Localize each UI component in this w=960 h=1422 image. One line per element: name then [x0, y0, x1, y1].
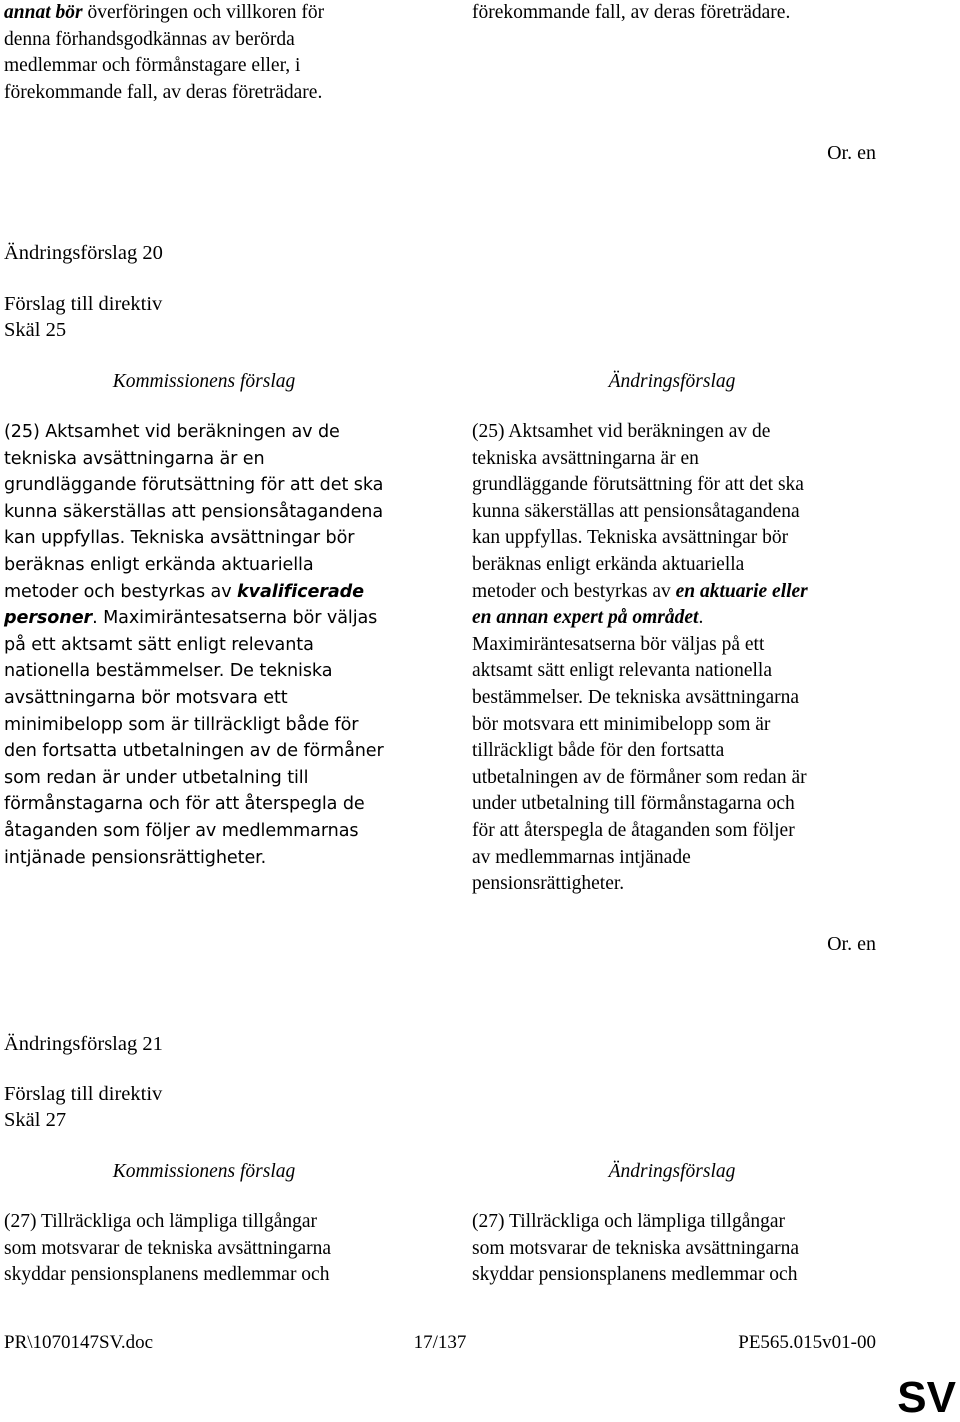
continued-text-right: förekommande fall, av deras företrädare. — [472, 2, 791, 23]
proposal-type-21: Förslag till direktiv — [4, 1083, 163, 1105]
recital-21: Skäl 27 — [4, 1109, 67, 1131]
footer-pe-reference: PE565.015v01-00 — [738, 1332, 876, 1353]
footer-doc-reference: PR\1070147SV.doc — [4, 1332, 154, 1353]
amendment-text-21: (27) Tillräckliga och lämpliga tillgångar som motsvarar de tekniska avsättningarna skyddar pensionsplanens medlemmar och — [472, 1211, 800, 1286]
amendment-title-21: Ändringsförslag 21 — [4, 1033, 163, 1055]
original-language-21: Or. en — [827, 933, 876, 955]
column-header-commission-20: Kommissionens förslag — [112, 371, 296, 392]
proposal-type-20: Förslag till direktiv — [4, 293, 163, 315]
footer-page-number: 17/137 — [413, 1332, 467, 1353]
continued-text-left: annat bör överföringen och villkoren för denna förhandsgodkännas av berörda medlemmar och förmånstagare eller, i förekommande fall, av deras företrädare. — [4, 2, 325, 103]
amendment-title-20: Ändringsförslag 20 — [4, 242, 163, 264]
original-language-20: Or. en — [827, 142, 876, 164]
commission-text-20: (25) Aktsamhet vid beräkningen av de tekniska avsättningarna är en grundläggande förutsättning för att det ska kunna säkerställas att pensionsåtagandena kan uppfyllas. Tekniska avsättningar bör beräknas enligt erkända aktuariella metoder och bestyrkas av kvalificerade personer. Maximiräntesatserna bör väljas på ett aktsamt sätt enligt relevanta nationella bestämmelser. De tekniska avsättningarna bör motsvara ett minimibelopp som är tillräckligt både för den fortsatta utbetalningen av de förmåner som redan är under utbetalning till förmånstagarna och för att återspegla de åtaganden som följer av medlemmarnas intjänade pensionsrättigheter. — [4, 422, 384, 868]
column-header-amendment-20: Ändringsförslag — [608, 371, 736, 392]
commission-text-21: (27) Tillräckliga och lämpliga tillgångar som motsvarar de tekniska avsättningarna skyddar pensionsplanens medlemmar och — [4, 1211, 332, 1286]
language-code: SV — [897, 1373, 956, 1422]
recital-20: Skäl 25 — [4, 319, 67, 341]
column-header-amendment-21: Ändringsförslag — [608, 1161, 736, 1182]
amendment-text-20: (25) Aktsamhet vid beräkningen av de tekniska avsättningarna är en grundläggande förutsättning för att det ska kunna säkerställas att pensionsåtagandena kan uppfyllas. Tekniska avsättningar bör beräknas enligt erkända aktuariella metoder och bestyrkas av en aktuarie eller en annan expert på området. Maximiräntesatserna bör väljas på ett aktsamt sätt enligt relevanta nationella bestämmelser. De tekniska avsättningarna bör motsvara ett minimibelopp som är tillräckligt både för den fortsatta utbetalningen av de förmåner som redan är under utbetalning till förmånstagarna och för att återspegla de åtaganden som följer av medlemmarnas intjänade pensionsrättigheter. — [472, 421, 808, 895]
column-header-commission-21: Kommissionens förslag — [112, 1161, 296, 1182]
